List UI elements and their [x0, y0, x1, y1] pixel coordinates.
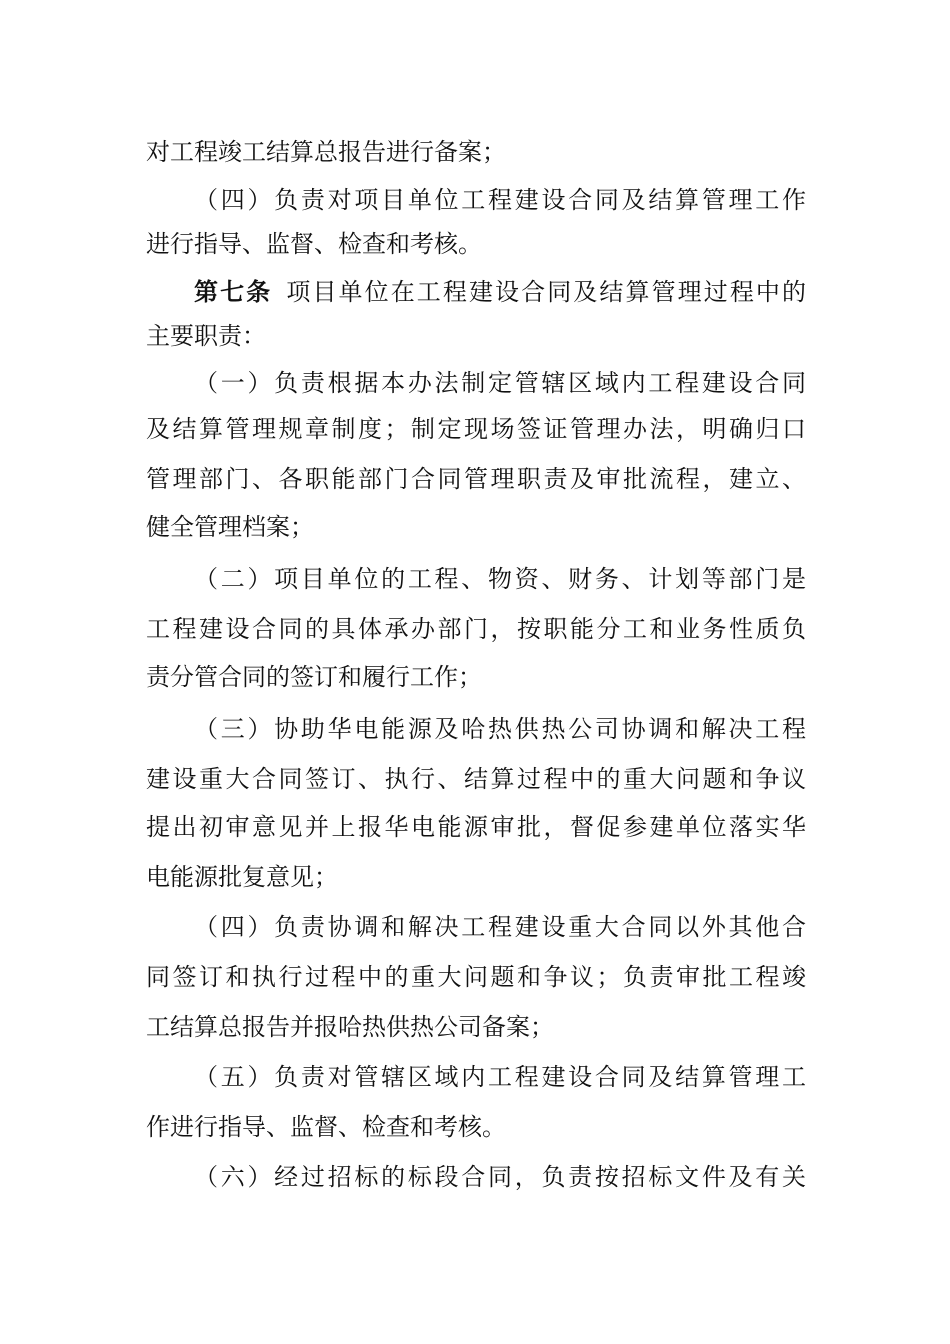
- text-line: （四）负责协调和解决工程建设重大合同以外其他合: [194, 913, 806, 941]
- text-line: 进行指导、监督、检查和考核。: [146, 230, 482, 258]
- text-line: （三）协助华电能源及哈热供热公司协调和解决工程: [194, 715, 806, 743]
- text-line: 同签订和执行过程中的重大问题和争议；负责审批工程竣: [146, 963, 806, 991]
- text-line: 建设重大合同签订、执行、结算过程中的重大问题和争议: [146, 765, 806, 793]
- text-line: 工结算总报告并报哈热供热公司备案；: [146, 1013, 554, 1041]
- text-line: 健全管理档案；: [146, 513, 314, 541]
- text-line: 对工程竣工结算总报告进行备案；: [146, 138, 506, 166]
- text-line: （六）经过招标的标段合同，负责按招标文件及有关: [194, 1163, 806, 1191]
- article-heading-line: [194, 275, 806, 309]
- text-line: 工程建设合同的具体承办部门，按职能分工和业务性质负: [146, 615, 806, 643]
- text-line: 责分管合同的签订和履行工作；: [146, 663, 482, 691]
- article-text: 项目单位在工程建设合同及结算管理过程中的: [284, 278, 806, 306]
- text-line: 管理部门、各职能部门合同管理职责及审批流程，建立、: [146, 465, 806, 493]
- text-line: 电能源批复意见；: [146, 863, 338, 891]
- text-line: 及结算管理规章制度；制定现场签证管理办法，明确归口: [146, 415, 806, 443]
- text-line: 提出初审意见并上报华电能源审批，督促参建单位落实华: [146, 813, 806, 841]
- text-line: （五）负责对管辖区域内工程建设合同及结算管理工: [194, 1063, 806, 1091]
- article-label: 第七条: [194, 277, 273, 306]
- text-line: 作进行指导、监督、检查和考核。: [146, 1113, 506, 1141]
- text-line: （二）项目单位的工程、物资、财务、计划等部门是: [194, 565, 806, 593]
- text-line: （一）负责根据本办法制定管辖区域内工程建设合同: [194, 369, 806, 397]
- text-line: （四）负责对项目单位工程建设合同及结算管理工作: [194, 186, 806, 214]
- text-line: 主要职责：: [146, 322, 266, 350]
